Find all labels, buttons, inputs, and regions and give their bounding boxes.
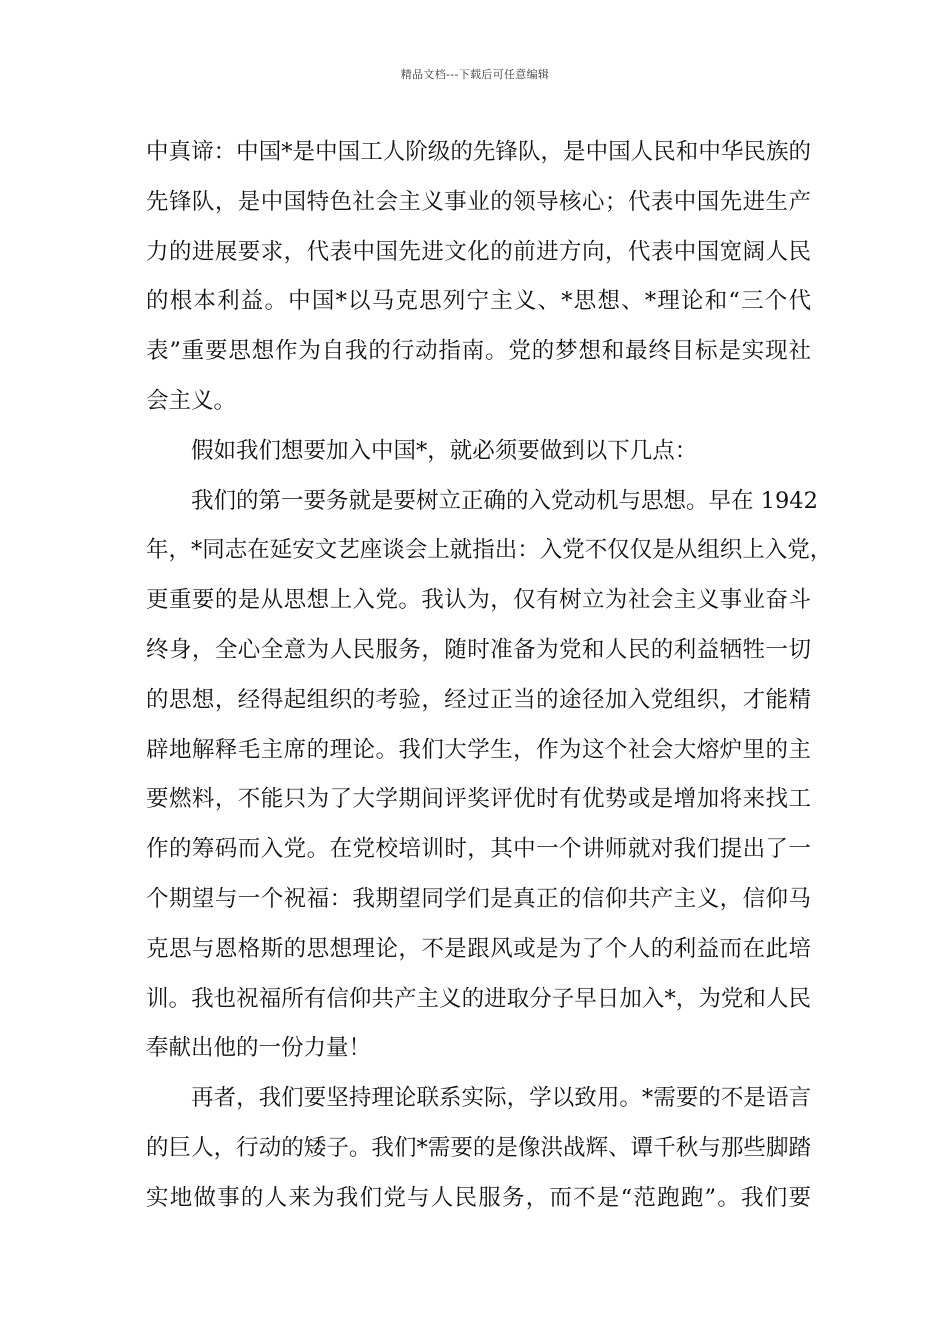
page-header: 精品文档---下载后可任意编辑 [400,68,550,81]
text-line: 实地做事的人来为我们党与人民服务，而不是“范跑跑”。我们要 [146,1184,811,1211]
text-line: 克思与恩格斯的思想理论，不是跟风或是为了个人的利益而在此培 [146,935,811,962]
text-line: 会主义。 [146,387,237,414]
text-line: 的思想，经得起组织的考验，经过正当的途径加入党组织，才能精 [146,686,811,713]
text-line: 假如我们想要加入中国*，就必须要做到以下几点： [191,437,698,464]
body-text [146,128,833,1224]
text-line: 作的筹码而入党。在党校培训时，其中一个讲师就对我们提出了一 [146,836,811,863]
text-line: 辟地解释毛主席的理论。我们大学生，作为这个社会大熔炉里的主 [146,736,811,763]
text-line: 奉献出他的一份力量！ [146,1035,372,1062]
text-line: 年，*同志在延安文艺座谈会上就指出：入党不仅仅是从组织上入党， [146,537,833,564]
text-line: 力的进展要求，代表中国先进文化的前进方向，代表中国宽阔人民 [146,238,811,265]
text-line: 个期望与一个祝福：我期望同学们是真正的信仰共产主义，信仰马 [146,885,811,912]
text-line: 表”重要思想作为自我的行动指南。党的梦想和最终目标是实现社 [146,338,811,365]
text-line: 要燃料，不能只为了大学期间评奖评优时有优势或是增加将来找工 [146,786,811,813]
text-line: 终身，全心全意为人民服务，随时准备为党和人民的利益牺牲一切 [146,636,811,663]
text-line: 中真谛：中国*是中国工人阶级的先锋队，是中国人民和中华民族的 [146,139,811,165]
text-line: 训。我也祝福所有信仰共产主义的进取分子早日加入*，为党和人民 [146,985,811,1012]
text-line: 我们的第一要务就是要树立正确的入党动机与思想。早在 1942 [191,487,818,514]
text-line: 的根本利益。中国*以马克思列宁主义、*思想、*理论和“三个代 [146,288,811,315]
text-line: 先锋队，是中国特色社会主义事业的领导核心；代表中国先进生产 [146,188,811,215]
text-line: 再者，我们要坚持理论联系实际，学以致用。*需要的不是语言 [191,1085,811,1112]
text-line: 的巨人，行动的矮子。我们*需要的是像洪战辉、谭千秋与那些脚踏 [146,1134,811,1161]
text-line: 更重要的是从思想上入党。我认为，仅有树立为社会主义事业奋斗 [146,587,811,614]
